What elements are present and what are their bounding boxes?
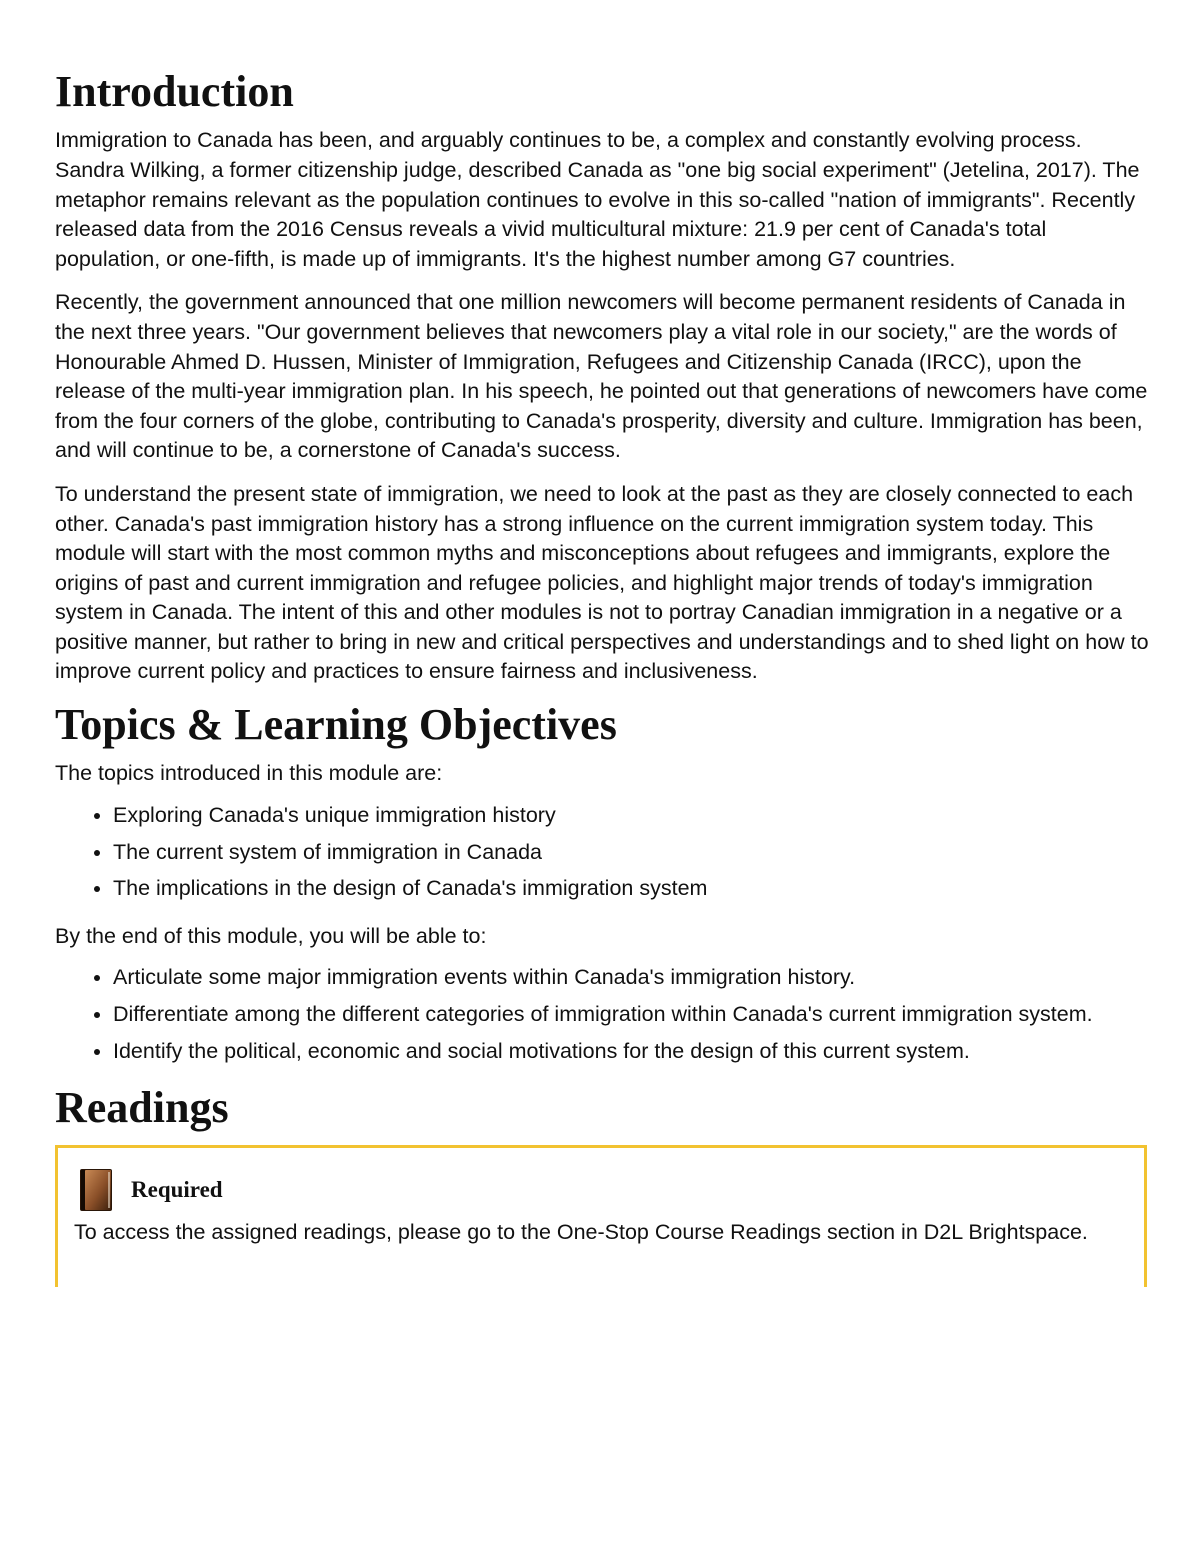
intro-paragraph: To understand the present state of immigration, we need to look at the past as they are closely connected to each other. Canada's past immigration history has a strong influence on the current immigration system today. This module will start with the most common myths and misconceptions about refugees and immigrants, explore the origins of past and current immigration and refugee policies, and highlight major trends of today's immigration system in Canada. The intent of this and other modules is not to portray Canadian immigration in a negative or a positive manner, but rather to bring in new and critical perspectives and understandings and to shed light on how to improve current policy and practices to ensure fairness and inclusiveness.	[55, 481, 1149, 684]
list-item: • The implications in the design of Canada's immigration system	[113, 874, 1150, 904]
list-item: • Articulate some major immigration events within Canada's immigration history.	[113, 963, 1150, 993]
list-item: • Differentiate among the different categories of immigration within Canada's current immigration system.	[113, 1000, 1150, 1030]
objectives-intro: By the end of this module, you will be able to:	[55, 923, 487, 948]
list-item: • Identify the political, economic and social motivations for the design of this current system.	[113, 1037, 1150, 1067]
list-item: • The current system of immigration in Canada	[113, 838, 1150, 868]
box-header	[74, 1168, 1128, 1212]
required-readings-box	[55, 1145, 1147, 1288]
intro-paragraph: Recently, the government announced that one million newcomers will become permanent residents of Canada in the next three years. "Our government believes that newcomers play a vital role in our society," are the words of Honourable Ahmed D. Hussen, Minister of Immigration, Refugees and Citizenship Canada (IRCC), upon the release of the multi-year immigration plan. In his speech, he pointed out that generations of newcomers have come from the four corners of the globe, contributing to Canada's prosperity, diversity and culture. Immigration has been, and will continue to be, a cornerstone of Canada's success.	[55, 290, 1148, 463]
box-title: Required	[131, 1176, 223, 1202]
topics-intro: The topics introduced in this module are:	[55, 761, 443, 786]
box-text: To access the assigned readings, please go to the One-Stop Course Readings section in D2L Brightspace.	[74, 1219, 1088, 1244]
topics-heading: Topics & Learning Objectives	[55, 700, 617, 750]
objectives-list	[55, 963, 1150, 1066]
readings-heading: Readings	[55, 1083, 229, 1133]
book-icon	[79, 1168, 113, 1212]
introduction-heading: Introduction	[55, 67, 294, 116]
topics-list	[55, 801, 1150, 904]
document-page	[55, 0, 1150, 1287]
intro-paragraph: Immigration to Canada has been, and arguably continues to be, a complex and constantly evolving process. Sandra Wilking, a former citizenship judge, described Canada as "one big social experiment" (Jetelina, 2017). The metaphor remains relevant as the population continues to evolve in this so-called "nation of immigrants". Recently released data from the 2016 Census reveals a vivid multicultural mixture: 21.9 per cent of Canada's total population, or one-fifth, is made up of immigrants. It's the highest number among G7 countries.	[55, 128, 1140, 271]
list-item: • Exploring Canada's unique immigration history	[113, 801, 1150, 831]
